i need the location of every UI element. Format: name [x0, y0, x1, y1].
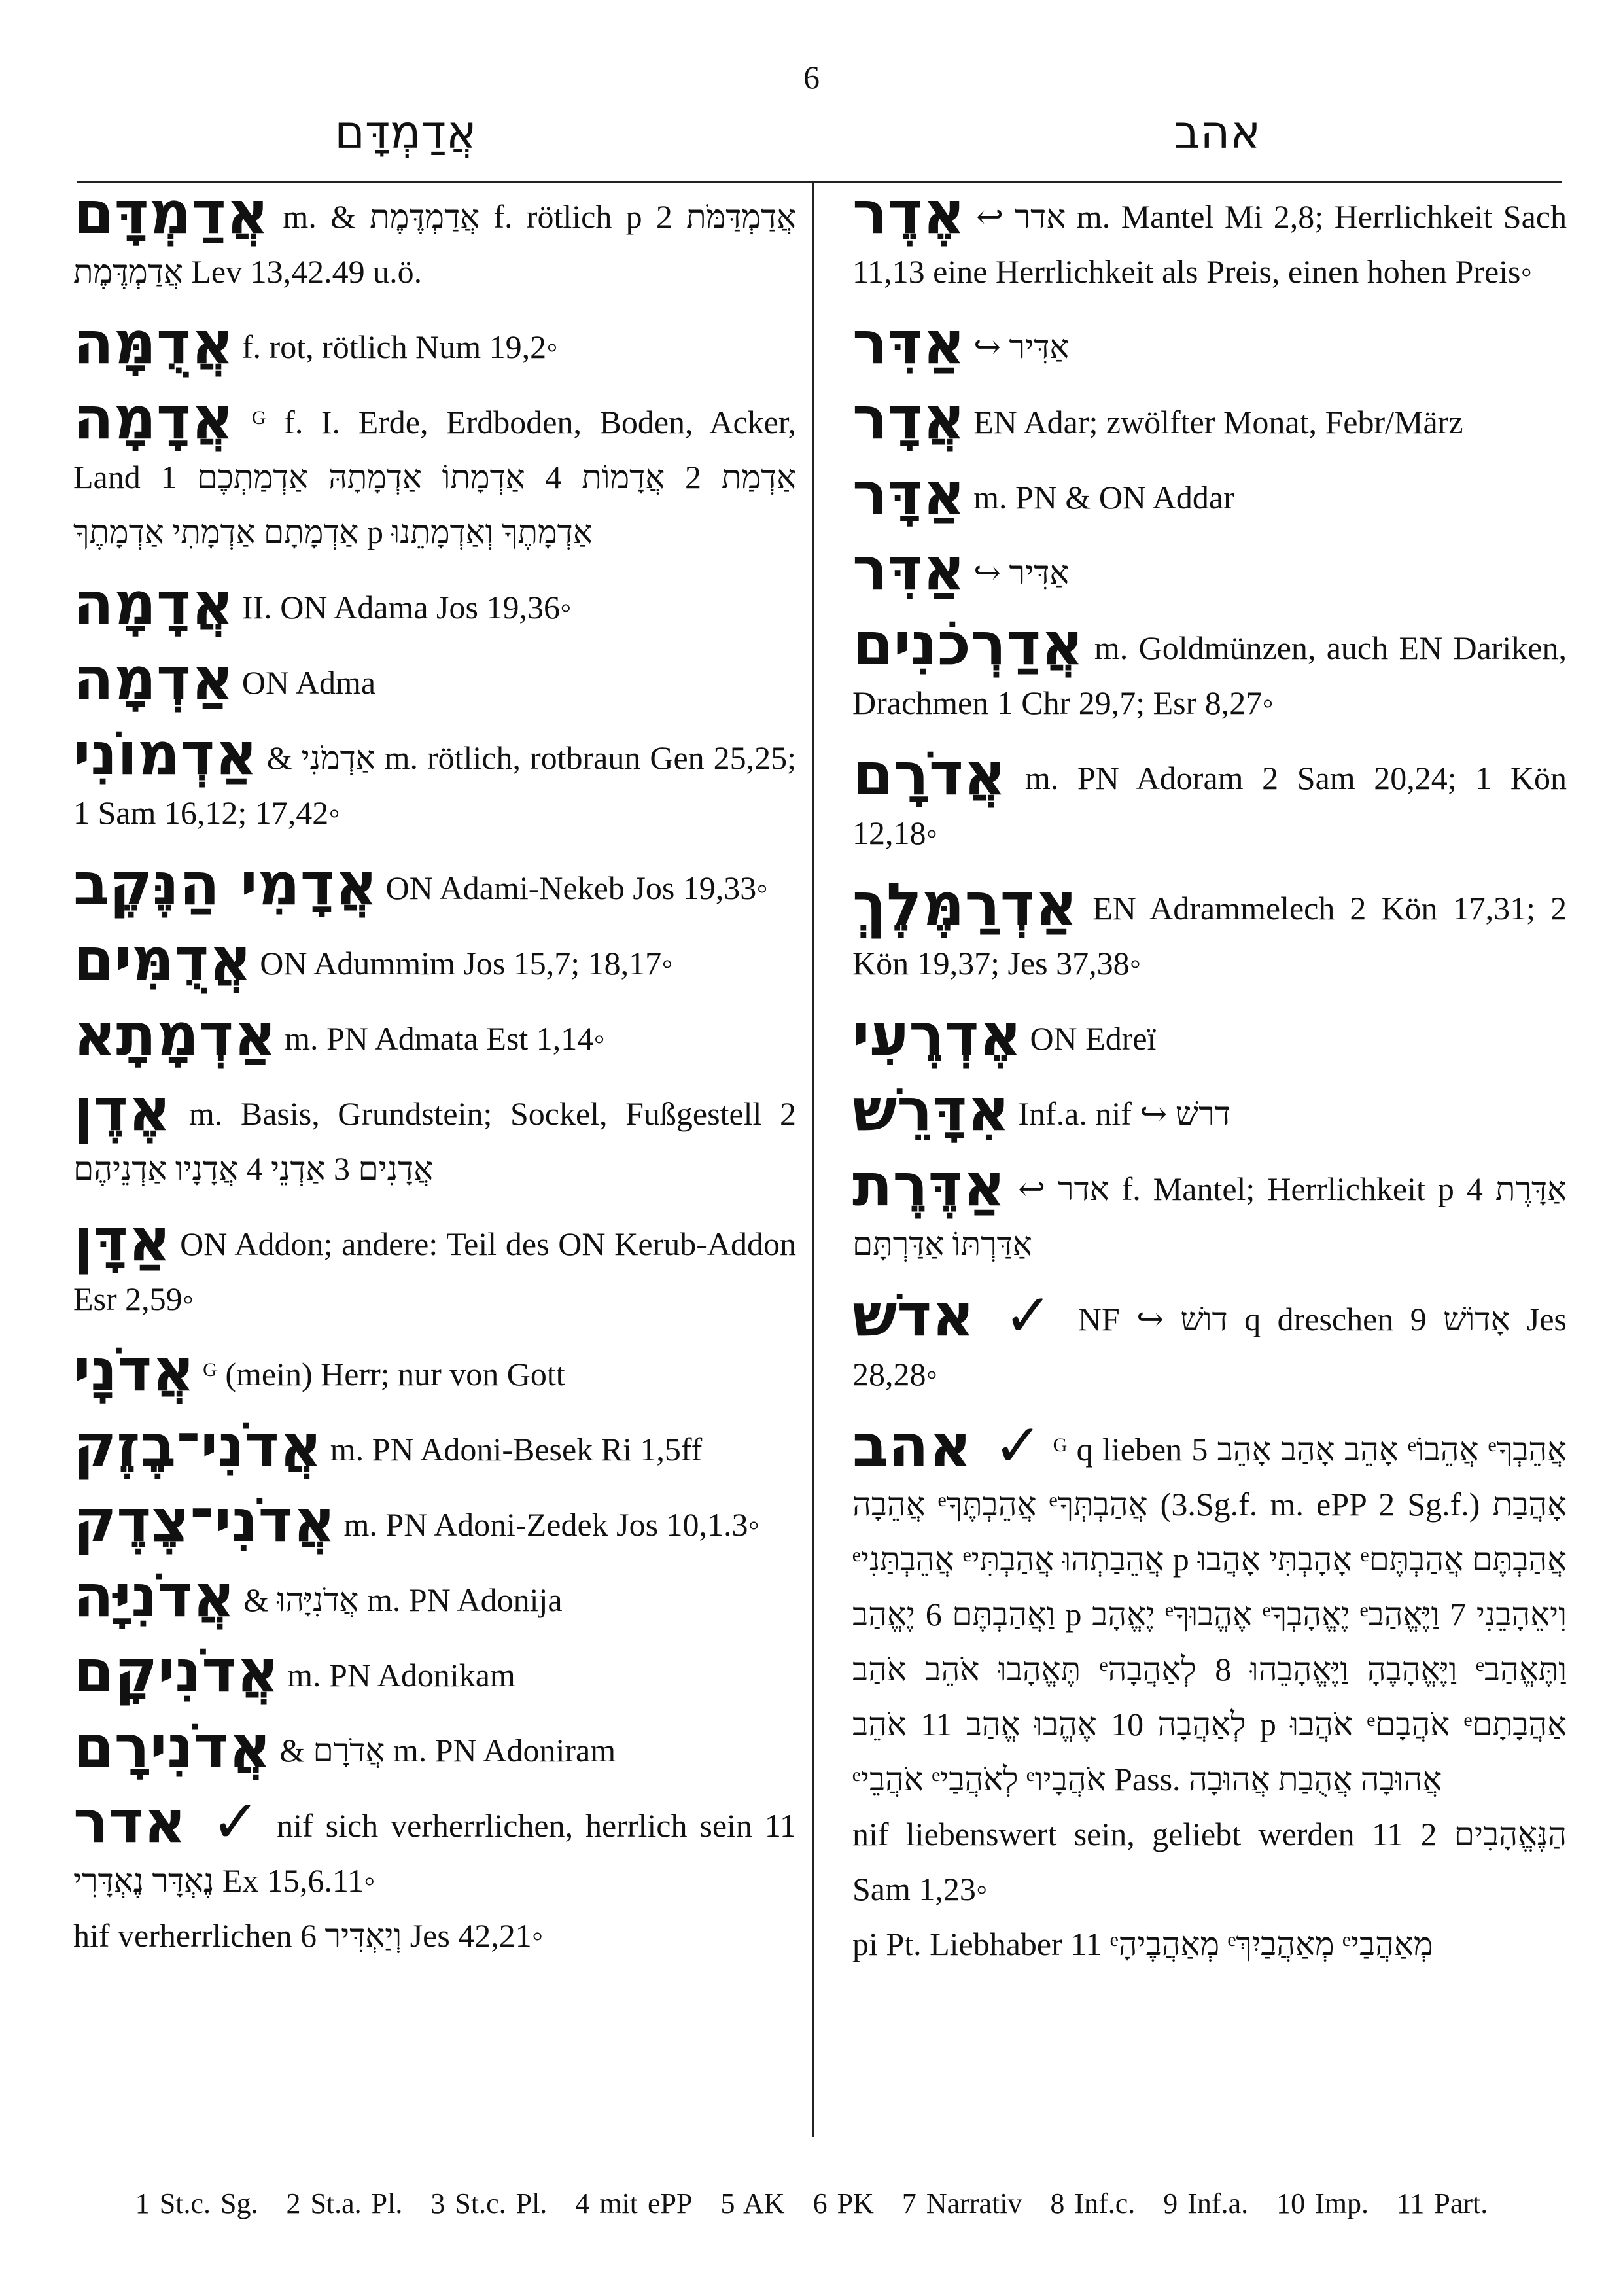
page-number: 6 — [803, 59, 820, 96]
entry-text: ON Adma — [241, 664, 376, 701]
entry — [852, 740, 1567, 860]
entry-text: II. ON Adama Jos 19,36◦ — [241, 589, 572, 626]
entry-headword: ✓ אדר — [73, 1788, 265, 1856]
entry-headword: אֶדֶר — [852, 179, 966, 247]
entry-text: m. & אֲדַמְדֶּמֶת f. rötlich p אֲדַמְדַּמֹּת 2 אֲדַמְדֶּמֶת Lev 13,42.49 u.ö. — [73, 198, 797, 290]
entry — [73, 309, 796, 378]
entry-text: & אֲדֹנִיָּהוּ m. PN Adonija — [243, 1581, 563, 1618]
entry-text: NF ↪ דושׁ q dreschen 9 אָדוֹשׁ Jes 28,28◦ — [852, 1301, 1567, 1392]
entry-headword: אֲדַמְדָּם — [73, 179, 270, 247]
left-column — [73, 179, 797, 1980]
entry-text: m. PN Adoni-Zedek Jos 10,1.3◦ — [343, 1506, 760, 1543]
legend-item: 9 Inf.a. — [1163, 2187, 1249, 2219]
entry — [852, 1411, 1567, 1807]
entry-continuation — [73, 1908, 796, 1963]
entry-text: ᴳ q lieben 5 אָהֵב אָהַב אָהֵב ᵉאֲהֵבוֹ ᵉאֲהֵבְךָ אֲהֵבָה ᵉאֲהֵבְתֶּךָ ᵉאֲהַבְתְּךָ (3.Sg.f. m. ePP 2 Sg.f.) אָהֲבַת ᵉאֲהֵבְתַּנִי ᵉאֲהֵבַתְהוּ אֲהַבְתִּי p אָהָבְתִּי אָהֲבוּ ᵉאֲהַבְתֶּם אֲהַבְתֶּם וַאֲהַבְתֶּם 6 יֶאֱהַב p יֶאֱהָב ᵉאֶהֱבוּךָ ᵉיֶאֱהָבְךָ ᵉוִיאֵהָבֵנִי 7 וַיֶּאֱהַב תֶּאֱהָבוּ אֹהֵב אֹהַב ᵉוַיֶּאֱהָבֶהָ וַיֶּאֱהָבֵהוּ 8 לְאַהֲבָה ᵉוַתֶּאֱהַב לְאַהֲבָה 10 אֶהֱבוּ אֱהַב 11 אֹהֵב p אֹהֲבוּ ᵉאֹהֲבָם ᵉאַהֲבָתָם ᵉאֹהֲבֵי ᵉלְאֹהֲבַי ᵉאֹהֲבָיו Pass. אֲהוּבָה אֲהֻבַת אֲהוּבָה — [852, 1431, 1567, 1797]
running-head-right: אהב — [1174, 105, 1261, 159]
legend-item: 7 Narrativ — [901, 2187, 1022, 2219]
entry — [73, 1788, 796, 1908]
entry-headword: אַדִּר — [852, 535, 966, 603]
entry-continuation — [852, 1916, 1567, 1971]
entry — [73, 1712, 796, 1781]
entry — [852, 384, 1567, 453]
entry-text: ON Adummim Jos 15,7; 18,17◦ — [260, 945, 673, 981]
entry — [852, 309, 1567, 378]
entry-text: m. PN & ON Addar — [973, 479, 1234, 516]
entry-text: ↩ אדר f. Mantel; Herrlichkeit p אַדָּרֶת 4 אַדַּרְתּוֹ אַדַּרְתָּם — [852, 1171, 1567, 1262]
entry-headword: אַדָּן — [73, 1206, 171, 1275]
legend-item: 4 mit ePP — [575, 2187, 693, 2219]
entry-headword: אֶדְרֶעִי — [852, 1000, 1022, 1069]
entry-headword: אֲדָמָה — [73, 569, 234, 638]
entry-text: m. PN Adoram 2 Sam 20,24; 1 Kön 12,18◦ — [852, 760, 1567, 851]
entry-text: ON Edreï — [1030, 1020, 1157, 1057]
legend-item: 6 PK — [812, 2187, 874, 2219]
entry-headword: אַדְרַמֶּלֶךְ — [852, 870, 1078, 939]
entry — [852, 535, 1567, 603]
entry — [73, 1487, 796, 1555]
entry-headword: אֲדָר — [852, 384, 966, 453]
entry — [73, 569, 796, 638]
entry — [852, 1076, 1567, 1144]
entry — [852, 459, 1567, 528]
entry-text: ᴳ f. I. Erde, Erdboden, Boden, Acker, Land 1 אַדְמַת 2 אֲדָמוֹת 4 אַדְמָתוֹ אַדְמָתָהּ אַדְמַתְכֶם אַדְמָתָם אַדְמָתִי אַדְמָתֶךָ p אַדְמָתֶךָ וְאַדְמָתֵנוּ — [73, 404, 797, 550]
legend-item: 11 Part. — [1397, 2187, 1488, 2219]
entry-text: ON Addon; andere: Teil des ON Kerub-Addon Esr 2,59◦ — [73, 1226, 797, 1317]
entry — [852, 179, 1567, 299]
entry-headword: אַדְמָה — [73, 645, 234, 713]
entry — [73, 925, 796, 994]
entry-headword: אֲדֹנִירָם — [73, 1712, 271, 1781]
entry-headword: אַדָּר — [852, 459, 966, 528]
entry — [73, 1637, 796, 1706]
legend-item: 3 St.c. Pl. — [430, 2187, 548, 2219]
entry — [73, 1206, 797, 1326]
entry-headword: אֲדֹנִי־בֶזֶק — [73, 1411, 323, 1480]
entry — [852, 1000, 1567, 1069]
entry-headword: אֲדֻמִּים — [73, 925, 252, 994]
entry — [73, 1076, 797, 1196]
entry-text: ᴳ (mein) Herr; nur von Gott — [203, 1356, 565, 1392]
entry — [852, 610, 1567, 730]
entry-text: f. rot, rötlich Num 19,2◦ — [241, 328, 558, 365]
entry — [73, 1336, 796, 1405]
entry-headword: ✓ אהב — [852, 1411, 1044, 1480]
entry-text: hif verherrlichen 6 וְיַאְדִּיר Jes 42,21◦ — [73, 1917, 544, 1954]
entry — [73, 645, 796, 713]
entry-headword: אֲדֹנִיקָם — [73, 1637, 279, 1706]
entry — [73, 1000, 796, 1069]
legend-item: 8 Inf.c. — [1050, 2187, 1136, 2219]
entry-text: m. Goldmünzen, auch EN Dariken, Drachmen 1 Chr 29,7; Esr 8,27◦ — [852, 629, 1567, 721]
entry-headword: אֲדָמִי הַנֶּקֶב — [73, 850, 378, 919]
entry — [73, 720, 796, 840]
legend-item: 5 AK — [720, 2187, 785, 2219]
entry — [73, 179, 797, 299]
entry-text: ↪ אַדִּיר — [973, 554, 1070, 591]
entry-headword: אֶדֶן — [73, 1076, 171, 1144]
entry — [73, 1411, 796, 1480]
entry-text: m. PN Admata Est 1,14◦ — [285, 1020, 606, 1057]
entry-headword: אִדָּרֵשׁ — [852, 1076, 1010, 1144]
entry-text: nif liebenswert sein, geliebt werden 11 הַנֶּאֱהָבִים 2 Sam 1,23◦ — [852, 1816, 1567, 1907]
legend-item: 1 St.c. Sg. — [135, 2187, 258, 2219]
entry-text: m. PN Adoni-Besek Ri 1,5ff — [330, 1431, 703, 1468]
entry-text: & אֲדֹרָם m. PN Adoniram — [279, 1732, 616, 1769]
entry-text: EN Adrammelech 2 Kön 17,31; 2 Kön 19,37; Jes 37,38◦ — [852, 890, 1567, 981]
entry-headword: אֲדֹרָם — [852, 740, 1007, 809]
column-divider — [812, 181, 814, 2137]
entry-headword: אֲדֹנִי־צֶדֶק — [73, 1487, 336, 1555]
entry — [852, 870, 1567, 991]
entry-headword: אַדֶּרֶת — [852, 1151, 1006, 1220]
entry-text: ON Adami-Nekeb Jos 19,33◦ — [385, 870, 768, 906]
running-head-left: אֲדַמְדָּם — [334, 105, 477, 159]
entry-headword: אֲדֹנָי — [73, 1336, 195, 1405]
entry-text: m. Basis, Grundstein; Sockel, Fußgestell 2 אֲדָנִים 3 אַדְנֵי 4 אֲדָנָיו אַדְנֵיהֶם — [73, 1095, 797, 1187]
entry-headword: אֲדֹנִיָּה — [73, 1562, 236, 1631]
entry-continuation — [852, 1807, 1567, 1916]
right-column — [852, 179, 1567, 1988]
entry-headword: אַדְמָתָא — [73, 1000, 277, 1069]
entry-headword: אַדִּר — [852, 309, 966, 378]
entry — [73, 850, 796, 919]
legend-item: 10 Imp. — [1276, 2187, 1369, 2219]
entry — [852, 1281, 1567, 1402]
abbreviation-legend — [0, 2184, 1623, 2223]
entry-text: Inf.a. nif ↪ דרשׁ — [1018, 1095, 1230, 1132]
entry-text: ↩ אדר m. Mantel Mi 2,8; Herrlichkeit Sach 11,13 eine Herrlichkeit als Preis, einen hohen Preis◦ — [852, 198, 1567, 290]
entry-text: nif sich verherrlichen, herrlich sein 11 נֶאְדָּר נֶאְדָּרִי Ex 15,6.11◦ — [73, 1807, 796, 1899]
entry-headword: אֲדַרְכֹנִים — [852, 610, 1084, 679]
legend-item: 2 St.a. Pl. — [286, 2187, 403, 2219]
entry-headword: אֲדָמָה — [73, 384, 234, 453]
entry-text: m. PN Adonikam — [287, 1657, 515, 1693]
entry-text: & אַדְמֹנִי m. rötlich, rotbraun Gen 25,25; 1 Sam 16,12; 17,42◦ — [73, 739, 796, 831]
entry — [73, 1562, 796, 1631]
entry — [73, 384, 797, 559]
entry-text: EN Adar; zwölfter Monat, Febr/März — [973, 404, 1463, 440]
entry — [852, 1151, 1567, 1271]
entry-text: ↪ אַדִּיר — [973, 328, 1070, 365]
entry-text: pi Pt. Liebhaber 11 ᵉמְאַהֲבֶיהָ ᵉמְאַהֲבַיִךְ ᵉמְאַהֲבַי — [852, 1926, 1433, 1962]
entry-headword: ✓ אדשׁ — [852, 1281, 1062, 1350]
entry-headword: אַדְמוֹנִי — [73, 720, 258, 788]
header-rule — [77, 181, 1562, 183]
entry-headword: אֲדֻמָּה — [73, 309, 234, 378]
